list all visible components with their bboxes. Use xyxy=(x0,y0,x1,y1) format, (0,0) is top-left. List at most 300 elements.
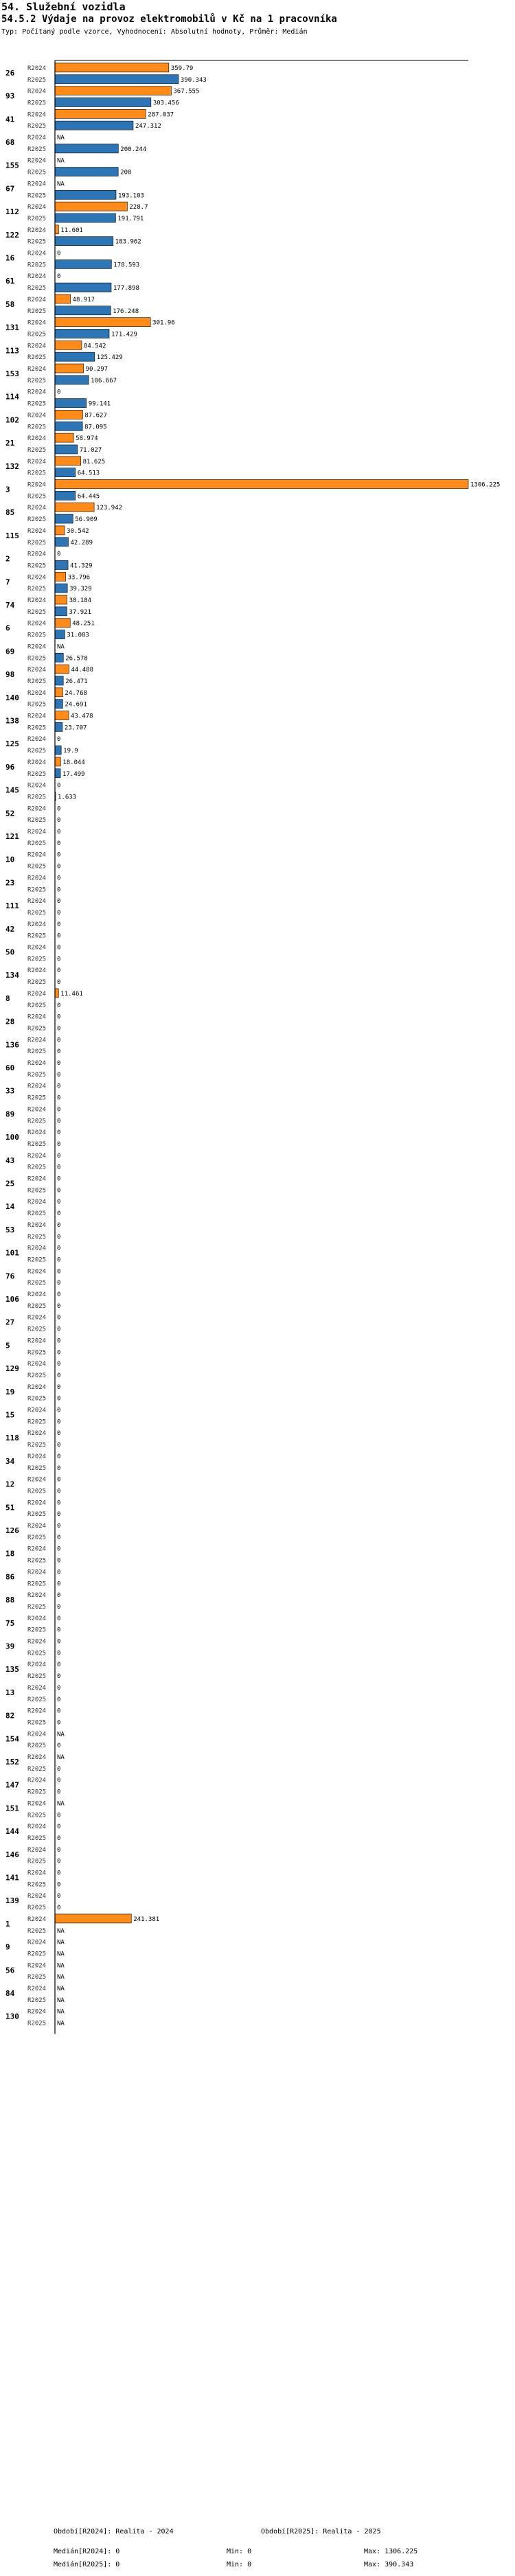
series-label: R2025 xyxy=(27,215,47,222)
value-label: 0 xyxy=(57,1626,61,1634)
value-label: 0 xyxy=(57,921,61,928)
value-label: 0 xyxy=(57,1164,61,1171)
value-label: 33.796 xyxy=(67,574,91,582)
series-label: R2024 xyxy=(27,481,47,489)
series-label: R2024 xyxy=(27,1060,47,1068)
group-label: 7 xyxy=(5,577,10,587)
series-label: R2025 xyxy=(27,1233,47,1241)
series-label: R2025 xyxy=(27,840,47,847)
value-label: 0 xyxy=(57,1684,61,1692)
series-label: R2024 xyxy=(27,736,47,744)
value-label: 228.7 xyxy=(129,204,148,211)
group-label: 21 xyxy=(5,439,15,448)
bar-r2025 xyxy=(55,491,76,500)
series-label: R2025 xyxy=(27,238,47,246)
group-label: 33 xyxy=(5,1086,15,1096)
bar-r2025 xyxy=(55,214,115,222)
value-label: 0 xyxy=(57,551,61,558)
value-label: 390.343 xyxy=(180,76,207,84)
bar-r2024 xyxy=(55,619,70,628)
bar-r2025 xyxy=(55,514,73,523)
series-label: R2024 xyxy=(27,1361,47,1368)
group-label: 121 xyxy=(5,831,19,841)
series-label: R2025 xyxy=(27,562,47,570)
group-label: 134 xyxy=(5,971,19,980)
series-label: R2025 xyxy=(27,308,47,315)
series-label: R2025 xyxy=(27,655,47,663)
group-label: 125 xyxy=(5,739,19,749)
series-label: R2024 xyxy=(27,135,47,142)
bar-r2024 xyxy=(55,433,73,442)
value-label: 0 xyxy=(57,1280,61,1287)
series-label: R2025 xyxy=(27,886,47,894)
group-label: 96 xyxy=(5,762,15,772)
series-label: R2025 xyxy=(27,2020,47,2027)
series-label: R2024 xyxy=(27,319,47,327)
group-label: 5 xyxy=(5,1341,10,1350)
bar-r2024 xyxy=(55,572,66,581)
series-label: R2025 xyxy=(27,1974,47,1981)
value-label: 0 xyxy=(57,1638,61,1646)
series-label: R2025 xyxy=(27,1812,47,1819)
group-label: 135 xyxy=(5,1665,19,1675)
value-label: 0 xyxy=(57,817,61,825)
group-label: 131 xyxy=(5,323,19,332)
value-label: 0 xyxy=(57,1707,61,1715)
series-label: R2024 xyxy=(27,1152,47,1160)
value-label: 0 xyxy=(57,1025,61,1033)
series-label: R2024 xyxy=(27,1707,47,1715)
series-label: R2024 xyxy=(27,1870,47,1877)
value-label: 0 xyxy=(57,1580,61,1588)
group-label: 12 xyxy=(5,1480,15,1489)
value-label: 106.667 xyxy=(91,377,117,384)
value-label: 0 xyxy=(57,863,61,871)
series-label: R2024 xyxy=(27,1037,47,1044)
group-label: 114 xyxy=(5,392,19,402)
group-label: 138 xyxy=(5,716,19,726)
value-label: NA xyxy=(57,1962,65,1970)
group-label: 140 xyxy=(5,693,19,702)
group-label: 43 xyxy=(5,1155,15,1165)
series-label: R2024 xyxy=(27,967,47,975)
group-label: 129 xyxy=(5,1364,19,1374)
value-label: 0 xyxy=(57,1349,61,1357)
bar-r2024 xyxy=(55,295,71,303)
group-label: 118 xyxy=(5,1434,19,1443)
value-label: NA xyxy=(57,1939,65,1946)
value-label: 0 xyxy=(57,1106,61,1114)
footer-min-r2024: Min: 0 xyxy=(227,2548,252,2555)
series-label: R2025 xyxy=(27,1094,47,1102)
value-label: NA xyxy=(57,1927,65,1935)
value-label: 0 xyxy=(57,1383,61,1391)
group-label: 74 xyxy=(5,600,15,610)
series-label: R2024 xyxy=(27,1221,47,1229)
value-label: 0 xyxy=(57,1743,61,1750)
value-label: 191.791 xyxy=(117,215,144,222)
group-label: 19 xyxy=(5,1387,15,1396)
series-label: R2024 xyxy=(27,1962,47,1970)
value-label: 0 xyxy=(57,1696,61,1703)
value-label: 11.461 xyxy=(60,990,83,998)
value-label: 0 xyxy=(57,1140,61,1148)
series-label: R2024 xyxy=(27,1383,47,1391)
value-label: NA xyxy=(57,2008,65,2016)
series-label: R2024 xyxy=(27,1314,47,1322)
bar-r2024 xyxy=(55,526,65,535)
bar-r2024 xyxy=(55,1914,131,1923)
series-label: R2024 xyxy=(27,505,47,512)
value-label: 0 xyxy=(57,1545,61,1553)
bar-r2024 xyxy=(55,457,81,465)
group-label: 16 xyxy=(5,253,15,263)
series-label: R2024 xyxy=(27,551,47,558)
value-label: 0 xyxy=(57,1430,61,1438)
series-label: R2025 xyxy=(27,1118,47,1125)
group-label: 67 xyxy=(5,184,15,194)
series-label: R2024 xyxy=(27,759,47,766)
bar-r2025 xyxy=(55,769,60,778)
group-label: 51 xyxy=(5,1503,15,1513)
series-label: R2025 xyxy=(27,169,47,176)
series-label: R2024 xyxy=(27,1615,47,1622)
series-label: R2024 xyxy=(27,782,47,790)
value-label: 0 xyxy=(57,1233,61,1241)
series-label: R2025 xyxy=(27,1881,47,1889)
value-label: 0 xyxy=(57,979,61,987)
group-label: 52 xyxy=(5,809,15,818)
value-label: NA xyxy=(57,1731,65,1738)
series-label: R2025 xyxy=(27,1256,47,1264)
group-label: 34 xyxy=(5,1456,15,1466)
footer-max-r2025: Max: 390.343 xyxy=(364,2561,414,2568)
bar-r2025 xyxy=(55,584,67,593)
value-label: 0 xyxy=(57,805,61,813)
series-label: R2024 xyxy=(27,227,47,234)
series-label: R2025 xyxy=(27,1048,47,1056)
series-label: R2025 xyxy=(27,1395,47,1403)
value-label: 0 xyxy=(57,1210,61,1218)
value-label: 200.244 xyxy=(120,146,147,153)
value-label: 125.429 xyxy=(96,354,123,362)
value-label: NA xyxy=(57,643,65,651)
series-label: R2024 xyxy=(27,1083,47,1090)
bar-r2024 xyxy=(55,341,82,349)
value-label: 0 xyxy=(57,898,61,906)
value-label: 0 xyxy=(57,1221,61,1229)
series-label: R2024 xyxy=(27,181,47,188)
value-label: 0 xyxy=(57,1002,61,1009)
series-label: R2025 xyxy=(27,1789,47,1796)
series-label: R2024 xyxy=(27,1268,47,1276)
group-label: 130 xyxy=(5,2012,19,2021)
value-label: NA xyxy=(57,157,65,165)
value-label: 0 xyxy=(57,1476,61,1484)
bar-r2025 xyxy=(55,560,68,569)
value-label: NA xyxy=(57,1754,65,1762)
bar-r2024 xyxy=(55,63,169,72)
series-label: R2025 xyxy=(27,1905,47,1912)
value-label: NA xyxy=(57,1951,65,1958)
series-label: R2025 xyxy=(27,262,47,269)
group-label: 8 xyxy=(5,993,10,1003)
series-label: R2024 xyxy=(27,620,47,628)
chart-meta: Typ: Počítaný podle vzorce, Vyhodnocení: Absolutní hodnoty, Průměr: Medián xyxy=(1,28,308,36)
group-label: 75 xyxy=(5,1618,15,1628)
group-label: 82 xyxy=(5,1711,15,1721)
bar-r2024 xyxy=(55,503,94,511)
series-label: R2024 xyxy=(27,805,47,813)
series-label: R2024 xyxy=(27,1129,47,1137)
series-label: R2025 xyxy=(27,817,47,825)
value-label: 0 xyxy=(57,875,61,882)
bar-r2025 xyxy=(55,97,151,106)
value-label: 18.044 xyxy=(62,759,85,766)
value-label: 0 xyxy=(57,1060,61,1068)
series-label: R2025 xyxy=(27,701,47,709)
group-label: 93 xyxy=(5,91,15,101)
series-label: R2024 xyxy=(27,1939,47,1946)
series-label: R2025 xyxy=(27,1557,47,1565)
bar-r2024 xyxy=(55,688,62,697)
group-label: 60 xyxy=(5,1063,15,1072)
bar-r2025 xyxy=(55,306,111,315)
bar-r2024 xyxy=(55,87,171,95)
value-label: 44.488 xyxy=(71,667,94,674)
value-label: 0 xyxy=(57,1037,61,1044)
series-label: R2024 xyxy=(27,875,47,882)
value-label: 367.555 xyxy=(173,88,200,95)
group-label: 111 xyxy=(5,901,19,911)
group-label: 6 xyxy=(5,623,10,633)
group-label: 132 xyxy=(5,461,19,471)
series-label: R2025 xyxy=(27,909,47,917)
bar-r2025 xyxy=(55,260,111,268)
value-label: 26.471 xyxy=(65,678,88,685)
group-label: 3 xyxy=(5,485,10,494)
series-label: R2024 xyxy=(27,1569,47,1576)
series-label: R2024 xyxy=(27,851,47,859)
value-label: 0 xyxy=(57,1592,61,1600)
value-label: 42.289 xyxy=(70,539,93,547)
group-label: 76 xyxy=(5,1272,15,1281)
series-label: R2024 xyxy=(27,389,47,396)
series-label: R2024 xyxy=(27,667,47,674)
series-label: R2024 xyxy=(27,898,47,906)
bar-r2025 xyxy=(55,445,78,454)
group-label: 85 xyxy=(5,508,15,518)
value-label: 0 xyxy=(57,1719,61,1727)
bar-r2025 xyxy=(55,722,62,731)
value-label: 200 xyxy=(120,169,132,176)
series-label: R2025 xyxy=(27,1626,47,1634)
value-label: 178.593 xyxy=(113,262,140,269)
series-label: R2025 xyxy=(27,516,47,524)
bar-r2024 xyxy=(55,711,69,720)
series-label: R2025 xyxy=(27,1858,47,1865)
series-label: R2024 xyxy=(27,204,47,211)
value-label: 64.445 xyxy=(77,493,100,501)
bar-r2025 xyxy=(55,329,109,338)
bar-r2025 xyxy=(55,630,65,639)
series-label: R2024 xyxy=(27,1499,47,1507)
group-label: 113 xyxy=(5,346,19,356)
bar-r2024 xyxy=(55,410,82,419)
value-label: 359.79 xyxy=(170,65,194,72)
series-label: R2025 xyxy=(27,1140,47,1148)
bar-r2024 xyxy=(55,757,60,766)
series-label: R2025 xyxy=(27,932,47,940)
series-label: R2025 xyxy=(27,1719,47,1727)
group-label: 102 xyxy=(5,415,19,425)
series-label: R2025 xyxy=(27,1835,47,1842)
bar-r2024 xyxy=(55,225,58,234)
series-label: R2025 xyxy=(27,1927,47,1935)
group-label: 26 xyxy=(5,68,15,78)
value-label: 301.96 xyxy=(152,319,175,327)
value-label: 0 xyxy=(57,1129,61,1137)
series-label: R2024 xyxy=(27,435,47,443)
chart-title: 54.5.2 Výdaje na provoz elektromobilů v Kč na 1 pracovníka xyxy=(1,14,337,25)
value-label: 0 xyxy=(57,1071,61,1079)
value-label: NA xyxy=(57,1974,65,1981)
value-label: 58.974 xyxy=(76,435,98,443)
value-label: 0 xyxy=(57,736,61,744)
group-label: 69 xyxy=(5,647,15,656)
series-label: R2025 xyxy=(27,1488,47,1495)
value-label: 0 xyxy=(57,1418,61,1426)
bar-r2024 xyxy=(55,109,146,118)
value-label: 0 xyxy=(57,273,61,281)
series-label: R2025 xyxy=(27,1743,47,1750)
bar-r2025 xyxy=(55,746,61,755)
value-label: 38.184 xyxy=(69,597,92,605)
series-label: R2025 xyxy=(27,748,47,755)
series-label: R2024 xyxy=(27,1754,47,1762)
value-label: 0 xyxy=(57,886,61,894)
value-label: 0 xyxy=(57,1881,61,1889)
value-label: 0 xyxy=(57,829,61,836)
value-label: 0 xyxy=(57,1175,61,1183)
bar-r2025 xyxy=(55,352,95,361)
series-label: R2024 xyxy=(27,597,47,605)
bar-r2024 xyxy=(55,202,127,211)
bar-r2025 xyxy=(55,376,89,384)
series-label: R2024 xyxy=(27,1916,47,1923)
value-label: 0 xyxy=(57,1824,61,1831)
bar-r2025 xyxy=(55,700,62,709)
series-label: R2024 xyxy=(27,2008,47,2016)
value-label: 183.962 xyxy=(115,238,141,246)
series-label: R2025 xyxy=(27,1002,47,1009)
footer-max-r2024: Max: 1306.225 xyxy=(364,2548,418,2555)
value-label: 0 xyxy=(57,1314,61,1322)
value-label: 0 xyxy=(57,1905,61,1912)
series-label: R2025 xyxy=(27,1280,47,1287)
value-label: 19.9 xyxy=(63,748,78,755)
series-label: R2024 xyxy=(27,1800,47,1808)
value-label: 0 xyxy=(57,1268,61,1276)
series-label: R2024 xyxy=(27,1430,47,1438)
group-label: 10 xyxy=(5,855,15,864)
value-label: 0 xyxy=(57,1569,61,1576)
series-label: R2024 xyxy=(27,343,47,350)
series-label: R2024 xyxy=(27,1731,47,1738)
value-label: 1.633 xyxy=(58,794,77,801)
value-label: 31.083 xyxy=(67,632,89,639)
value-label: 90.297 xyxy=(85,366,108,373)
group-label: 50 xyxy=(5,947,15,957)
group-label: 28 xyxy=(5,1017,15,1026)
group-label: 14 xyxy=(5,1202,15,1212)
series-label: R2025 xyxy=(27,956,47,963)
series-label: R2025 xyxy=(27,632,47,639)
group-label: 101 xyxy=(5,1248,19,1258)
value-label: 0 xyxy=(57,1464,61,1472)
value-label: 0 xyxy=(57,1256,61,1264)
value-label: 0 xyxy=(57,1557,61,1565)
group-label: 15 xyxy=(5,1410,15,1420)
value-label: 24.691 xyxy=(65,701,87,709)
series-label: R2024 xyxy=(27,1661,47,1669)
group-label: 25 xyxy=(5,1179,15,1188)
value-label: 0 xyxy=(57,1789,61,1796)
series-label: R2024 xyxy=(27,1106,47,1114)
value-label: 0 xyxy=(57,1615,61,1622)
value-label: 48.251 xyxy=(72,620,95,628)
series-label: R2025 xyxy=(27,400,47,408)
series-label: R2025 xyxy=(27,1164,47,1171)
value-label: 43.478 xyxy=(71,713,93,720)
bar-r2025 xyxy=(55,144,118,153)
group-label: 106 xyxy=(5,1294,19,1304)
value-label: 81.625 xyxy=(82,458,106,465)
value-label: 0 xyxy=(57,1603,61,1611)
footer-period-r2025: Období[R2025]: Realita - 2025 xyxy=(261,2528,381,2535)
value-label: 0 xyxy=(57,967,61,975)
value-label: 0 xyxy=(57,1499,61,1507)
group-label: 56 xyxy=(5,1966,15,1975)
series-label: R2024 xyxy=(27,412,47,419)
series-label: R2024 xyxy=(27,1986,47,1993)
series-label: R2025 xyxy=(27,1696,47,1703)
value-label: 0 xyxy=(57,1199,61,1206)
value-label: 0 xyxy=(57,1488,61,1495)
series-label: R2024 xyxy=(27,111,47,119)
group-label: 53 xyxy=(5,1225,15,1234)
series-label: R2024 xyxy=(27,689,47,697)
value-label: 0 xyxy=(57,250,61,257)
bar-r2025 xyxy=(55,121,133,130)
series-label: R2024 xyxy=(27,921,47,928)
series-label: R2024 xyxy=(27,1824,47,1831)
series-label: R2025 xyxy=(27,100,47,107)
series-label: R2025 xyxy=(27,1673,47,1681)
group-label: 13 xyxy=(5,1688,15,1697)
value-label: 0 xyxy=(57,840,61,847)
series-label: R2024 xyxy=(27,1846,47,1854)
bar-r2024 xyxy=(55,364,84,373)
value-label: 123.942 xyxy=(96,505,123,512)
group-label: 84 xyxy=(5,1988,15,1998)
series-label: R2024 xyxy=(27,713,47,720)
bar-r2025 xyxy=(55,422,82,430)
series-label: R2025 xyxy=(27,354,47,362)
value-label: 303.456 xyxy=(152,100,179,107)
bar-r2025 xyxy=(55,676,63,685)
group-label: 112 xyxy=(5,207,19,217)
